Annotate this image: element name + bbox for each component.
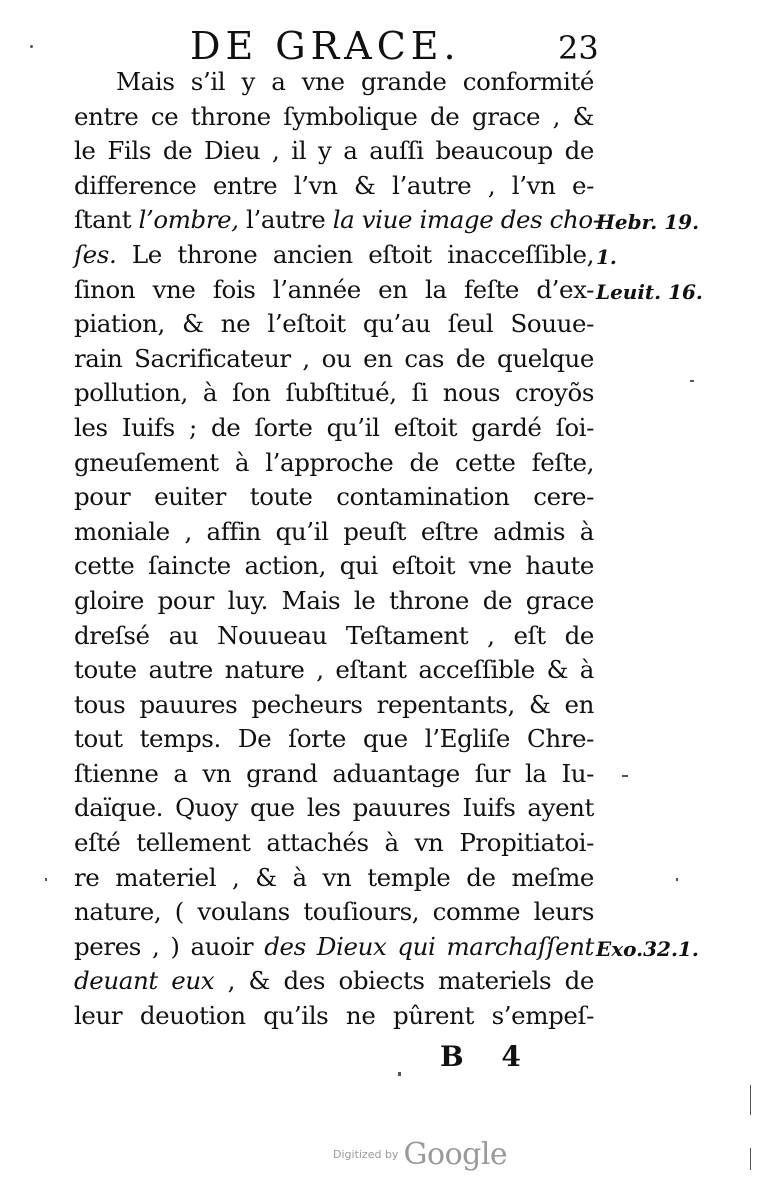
- text-span: leur deuotion qu’ils ne pûrent s’empeſ-: [74, 1001, 594, 1031]
- text-line: [74, 722, 594, 757]
- text-span: toute autre nature , eſtant acceſſible & à: [74, 655, 594, 685]
- scan-speck: [750, 1085, 751, 1115]
- text-line: [74, 446, 594, 481]
- text-line: [74, 584, 594, 619]
- text-span: Mais s’il y a vne grande conformité: [116, 67, 594, 96]
- scan-speck: [398, 1072, 401, 1076]
- text-line: [74, 273, 594, 308]
- text-span: piation, & ne l’eſtoit qu’au ſeul Souue-: [74, 309, 594, 339]
- text-line: [74, 307, 594, 342]
- margin-note: Hebr. 19.: [596, 210, 700, 235]
- scan-speck: [30, 45, 33, 48]
- text-span: , & des obiects materiels de: [214, 966, 594, 996]
- text-span: nature, ( voulans touſiours, comme leurs: [74, 897, 594, 927]
- text-line: [74, 826, 594, 861]
- italic-span: ſes.: [74, 239, 117, 269]
- text-line: [74, 134, 594, 169]
- text-line: [74, 964, 594, 999]
- text-line: [74, 757, 594, 792]
- italic-span: l’ombre,: [138, 205, 239, 235]
- text-line: [74, 480, 594, 515]
- scan-speck: [690, 380, 694, 382]
- text-line: [74, 411, 594, 446]
- text-span: pour euiter toute contamination cere-: [74, 482, 594, 512]
- text-span: pollution, à ſon ſubſtitué, ſi nous croyõs: [74, 378, 594, 408]
- text-span: moniale , affin qu’il peuſt eſtre admis à: [74, 516, 594, 546]
- text-span: entre ce throne ſymbolique de grace , &: [74, 101, 594, 131]
- text-span: tous pauures pecheurs repentants, & en: [74, 689, 594, 719]
- margin-note: Leuit. 16.: [596, 279, 703, 304]
- text-span: ſinon vne fois l’année en la feſte d’ex-: [74, 274, 594, 304]
- page-number: 23: [558, 29, 599, 67]
- text-line: [74, 203, 601, 238]
- text-span: le Fils de Dieu , il y a auſſi beaucoup de: [74, 136, 594, 166]
- margin-note: 1.: [596, 245, 617, 269]
- text-span: gloire pour luy. Mais le throne de grace: [74, 585, 594, 615]
- text-span: l’autre: [238, 205, 333, 235]
- italic-span: des Dieux qui marchaſſent: [264, 931, 594, 961]
- text-line: [74, 65, 594, 100]
- text-span: gneuſement à l’approche de cette feſte,: [74, 447, 594, 477]
- scan-speck: [622, 775, 628, 777]
- text-line: [74, 791, 594, 826]
- text-line: [74, 100, 594, 135]
- text-line: [74, 169, 594, 204]
- text-span: peres , ) auoir: [74, 931, 265, 961]
- text-span: tout temps. De ſorte que l’Egliſe Chre-: [74, 724, 594, 754]
- watermark-brand: Google: [403, 1137, 508, 1172]
- italic-span: la viue image des cho-: [332, 205, 601, 235]
- margin-note: Exo.32.1.: [596, 937, 699, 961]
- text-span: ſtienne a vn grand aduantage ſur la Iu-: [74, 758, 594, 788]
- text-span: difference entre l’vn & l’autre , l’vn e-: [74, 170, 594, 200]
- text-span: daïque. Quoy que les pauures Iuifs ayent: [74, 793, 594, 823]
- running-title: DE GRACE.: [190, 24, 461, 68]
- body-text: [74, 65, 601, 1034]
- scan-speck: [676, 878, 678, 881]
- italic-span: deuant eux: [74, 966, 215, 996]
- text-line: [74, 515, 594, 550]
- text-span: eſté tellement attachés à vn Propitiatoi-: [74, 828, 594, 858]
- text-line: [74, 342, 594, 377]
- text-line: [74, 549, 594, 584]
- text-line: [74, 930, 594, 965]
- scan-speck: [750, 1148, 751, 1170]
- text-span: dreſsé au Nouueau Teſtament , eſt de: [74, 620, 594, 650]
- scan-speck: [45, 878, 47, 881]
- signature-mark: B 4: [440, 1040, 535, 1073]
- text-span: cette ſaincte action, qui eſtoit vne haute: [74, 551, 594, 581]
- digitization-watermark: [333, 1137, 507, 1172]
- text-span: rain Sacrificateur , ou en cas de quelque: [74, 343, 594, 373]
- text-line: [74, 688, 594, 723]
- text-line: [74, 895, 594, 930]
- text-span: re materiel , & à vn temple de meſme: [74, 862, 594, 892]
- text-line: [74, 861, 594, 896]
- text-span: les Iuifs ; de ſorte qu’il eſtoit gardé ſoi-: [74, 412, 594, 442]
- text-line: [74, 619, 594, 654]
- text-span: ſtant: [74, 205, 139, 235]
- text-line: [74, 653, 594, 688]
- text-line: [74, 999, 594, 1034]
- text-line: [74, 238, 594, 273]
- watermark-prefix: Digitized by: [333, 1148, 399, 1161]
- text-span: Le throne ancien eſtoit inacceſſible,: [116, 239, 594, 269]
- text-line: [74, 376, 594, 411]
